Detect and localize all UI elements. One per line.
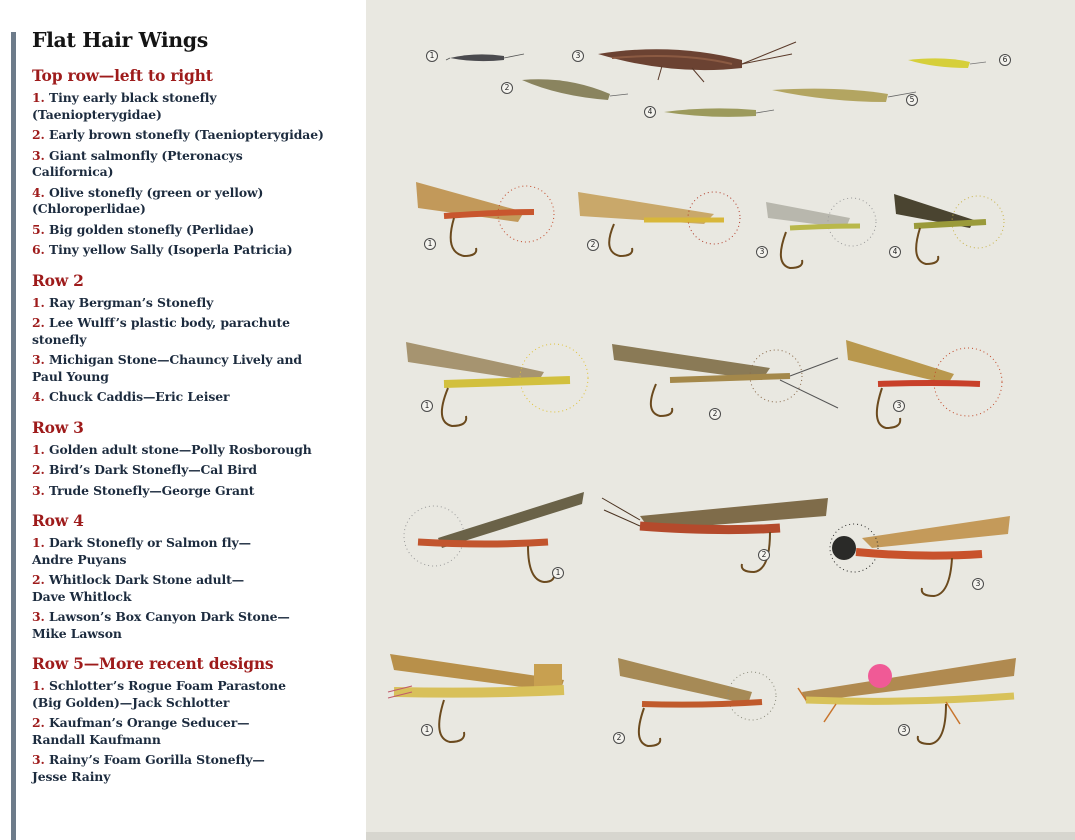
list-item: 2. Kaufman’s Orange Seducer— Randall Kaufmann <box>32 715 250 747</box>
section-heading: Row 2 <box>32 270 84 290</box>
section-top-row <box>32 66 362 259</box>
list-item: 1. Ray Bergman’s Stonefly <box>32 294 214 310</box>
list-item: 1. Golden adult stone—Polly Rosborough <box>32 441 312 457</box>
fly-illustration <box>822 508 1014 600</box>
page-title: Flat Hair Wings <box>32 28 208 52</box>
fly-number-badge: 1 <box>426 50 438 62</box>
fly-number-badge: 3 <box>972 578 984 590</box>
fly-illustration <box>574 186 764 256</box>
list-item: 2. Lee Wulff’s plastic body, parachute stonefly <box>32 315 290 347</box>
list-item: 6. Tiny yellow Sally (Isoperla Patricia) <box>32 242 293 257</box>
fly-number-badge: 3 <box>756 246 768 258</box>
fly-number-badge: 2 <box>709 408 721 420</box>
text-panel <box>32 28 362 785</box>
fly-illustration <box>414 172 558 272</box>
fly-illustration <box>844 334 1008 446</box>
list-item: 3. Michigan Stone—Chauncy Lively and Paul Young <box>32 352 302 384</box>
stonefly-illustration <box>660 104 776 120</box>
list-item: 2. Early brown stonefly (Taeniopterygidae) <box>32 127 324 142</box>
section-row-4 <box>32 511 362 642</box>
fly-number-badge: 3 <box>893 400 905 412</box>
fly-number-badge: 2 <box>758 549 770 561</box>
fly-illustration <box>600 486 832 576</box>
fly-number-badge: 1 <box>421 400 433 412</box>
fly-number-badge: 2 <box>613 732 625 744</box>
section-row-5 <box>32 654 362 785</box>
section-row-2 <box>32 271 362 406</box>
list-item: 4. Chuck Caddis—Eric Leiser <box>32 389 230 404</box>
list-item: 1. Schlotter’s Rogue Foam Parastone (Big Golden)—Jack Schlotter <box>32 678 286 710</box>
list-item: 2. Whitlock Dark Stone adult— Dave Whitlock <box>32 572 245 604</box>
fly-illustration <box>610 340 840 420</box>
list-item: 3. Trude Stonefly—George Grant <box>32 482 255 498</box>
fly-number-badge: 3 <box>898 724 910 736</box>
fly-illustration <box>612 652 780 748</box>
list-item: 1. Tiny early black stonefly (Taeniopterygidae) <box>32 90 217 122</box>
stonefly-illustration <box>446 48 526 68</box>
section-heading: Top row—left to right <box>32 66 213 85</box>
sidebar-rule <box>11 32 16 840</box>
section-heading: Row 4 <box>32 511 84 530</box>
list-item: 2. Bird’s Dark Stonefly—Cal Bird <box>32 462 257 477</box>
fly-number-badge: 5 <box>906 94 918 106</box>
fly-number-badge: 1 <box>424 238 436 250</box>
fly-number-badge: 2 <box>501 82 513 94</box>
stonefly-illustration <box>518 72 630 104</box>
fly-number-badge: 6 <box>999 54 1011 66</box>
fly-number-badge: 4 <box>644 106 656 118</box>
list-item: 3. Lawson’s Box Canyon Dark Stone— Mike Lawson <box>32 609 290 641</box>
plate-bottom-strip <box>366 832 1075 840</box>
fly-illustration <box>796 652 1024 752</box>
stonefly-illustration <box>904 54 988 72</box>
fly-number-badge: 2 <box>587 239 599 251</box>
fly-illustration <box>890 180 1010 270</box>
fly-number-badge: 3 <box>572 50 584 62</box>
list-item: 1. Dark Stonefly or Salmon fly— Andre Puyans <box>32 535 251 567</box>
fly-illustration <box>384 648 608 744</box>
fly-number-badge: 1 <box>552 567 564 579</box>
list-item: 3. Rainy’s Foam Gorilla Stonefly— Jesse Rainy <box>32 752 265 784</box>
fly-number-badge: 4 <box>889 246 901 258</box>
section-row-3 <box>32 418 362 500</box>
section-heading: Row 5—More recent designs <box>32 654 274 673</box>
list-item: 3. Giant salmonfly (Pteronacys Californica) <box>32 147 243 179</box>
list-item: 5. Big golden stonefly (Perlidae) <box>32 221 255 237</box>
fly-number-badge: 1 <box>421 724 433 736</box>
fly-illustration <box>760 188 890 272</box>
stonefly-illustration <box>768 84 918 106</box>
section-heading: Row 3 <box>32 417 84 437</box>
list-item: 4. Olive stonefly (green or yellow) (Chloroperlidae) <box>32 184 264 216</box>
fly-illustration <box>404 338 594 434</box>
